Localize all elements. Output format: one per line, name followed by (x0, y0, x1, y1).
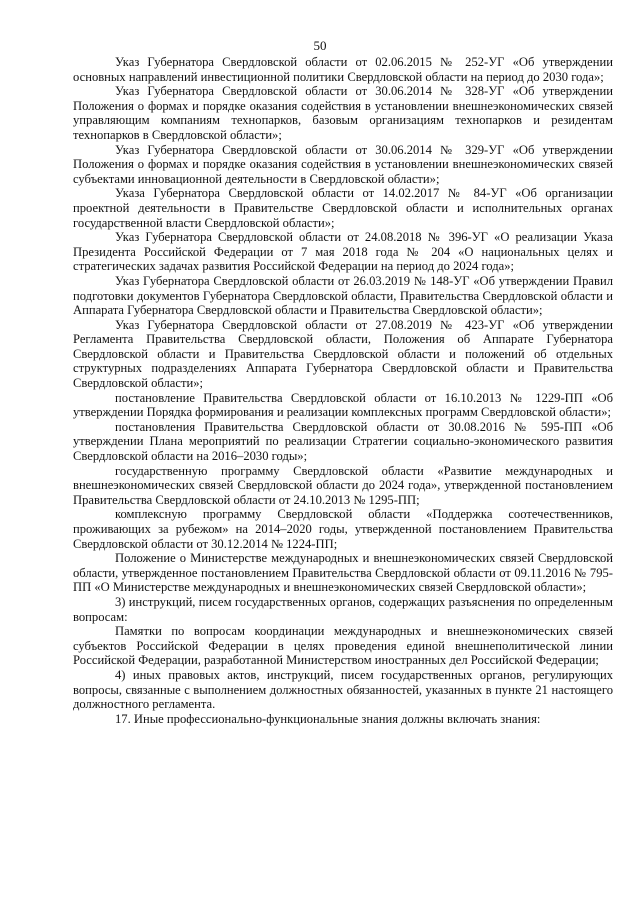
paragraph-decree-148: Указ Губернатора Свердловской области от 26.03.2019 № 148-УГ «Об утверждении Правил подготовки документов Губернатора Свердловской области, Правительства Свердловской области и Аппарата Губернатора Свердловской области и Правительства Свердловской области»; (73, 273, 613, 318)
paragraph-state-program: государственную программу Свердловской области «Развитие международных и внешнеэкономических связей Свердловской области до 2024 года», утвержденной постановлением Правительства Свердловской области от 24.10.2013 № 1295-ПП; (73, 463, 613, 507)
paragraph-item-3: 3) инструкций, писем государственных органов, содержащих разъяснения по определенным вопросам: (73, 594, 613, 624)
paragraph-decree-423: Указ Губернатора Свердловской области от 27.08.2019 № 423-УГ «Об утверждении Регламента Правительства Свердловской области, Положения об Аппарате Губернатора Свердловской области и Правительства Свердловской области и положений об отдельных структурных подразделениях Аппарата Губернатора Свердловской области и Правительства Свердловской области»; (73, 317, 613, 391)
page-number: 50 (313, 38, 327, 53)
paragraph-item-4: 4) иных правовых актов, инструкций, писем государственных органов, регулирующих вопросы, связанные с выполнением должностных обязанностей, указанных в пункте 21 настоящего должностного регламента. (73, 667, 613, 712)
paragraph-decree-328: Указ Губернатора Свердловской области от 30.06.2014 № 328-УГ «Об утверждении Положения о формах и порядке оказания содействия в установлении внешнеэкономических связей управляющим компаниям технопарков, базовым организациям технопарков и резидентам технопарков в Свердловской области»; (73, 84, 613, 142)
paragraph-resolution-1229: постановление Правительства Свердловской области от 16.10.2013 № 1229-ПП «Об утверждении Порядка формирования и реализации комплексных программ Свердловской области»; (73, 390, 613, 420)
paragraph-complex-program: комплексную программу Свердловской области «Поддержка соотечественников, проживающих за рубежом» на 2014–2020 годы, утвержденной постановлением Правительства Свердловской области от 30.12.2014 № 1224-ПП; (73, 507, 613, 551)
paragraph-decree-396: Указ Губернатора Свердловской области от 24.08.2018 № 396-УГ «О реализации Указа Президента Российской Федерации от 7 мая 2018 года № 204 «О национальных целях и стратегических задачах развития Российской Федерации на период до 2024 года»; (73, 230, 613, 274)
paragraph-decree-84: Указа Губернатора Свердловской области от 14.02.2017 № 84-УГ «Об организации проектной деятельности в Правительстве Свердловской области и исполнительных органах государственной власти Свердловской области»; (73, 186, 613, 230)
paragraph-memo: Памятки по вопросам координации международных и внешнеэкономических связей субъектов Российской Федерации в целях проведения единой внешнеполитической линии Российской Федерации, разработанной Министерством иностранных дел Российской Федерации; (73, 624, 613, 668)
paragraph-item-17: 17. Иные профессионально-функциональные знания должны включать знания: (115, 711, 541, 726)
paragraph-resolution-595: постановления Правительства Свердловской области от 30.08.2016 № 595-ПП «Об утверждении Плана мероприятий по реализации Стратегии социально-экономического развития Свердловской области на 2016–2030 годы»; (73, 419, 613, 464)
paragraph-decree-329: Указ Губернатора Свердловской области от 30.06.2014 № 329-УГ «Об утверждении Положения о формах и порядке оказания содействия в установлении внешнеэкономических связей субъектами инновационной деятельности в Свердловской области»; (73, 142, 613, 186)
paragraph-ministry-regulation: Положение о Министерстве международных и внешнеэкономических связей Свердловской области, утвержденное постановлением Правительства Свердловской области от 09.11.2016 № 795-ПП «О Министерстве международных и внешнеэкономических связей Свердловской области»; (73, 551, 613, 595)
paragraph-decree-252: Указ Губернатора Свердловской области от 02.06.2015 № 252-УГ «Об утверждении основных направлений инвестиционной политики Свердловской области на период до 2030 года»; (73, 55, 613, 84)
document-body (73, 55, 613, 726)
